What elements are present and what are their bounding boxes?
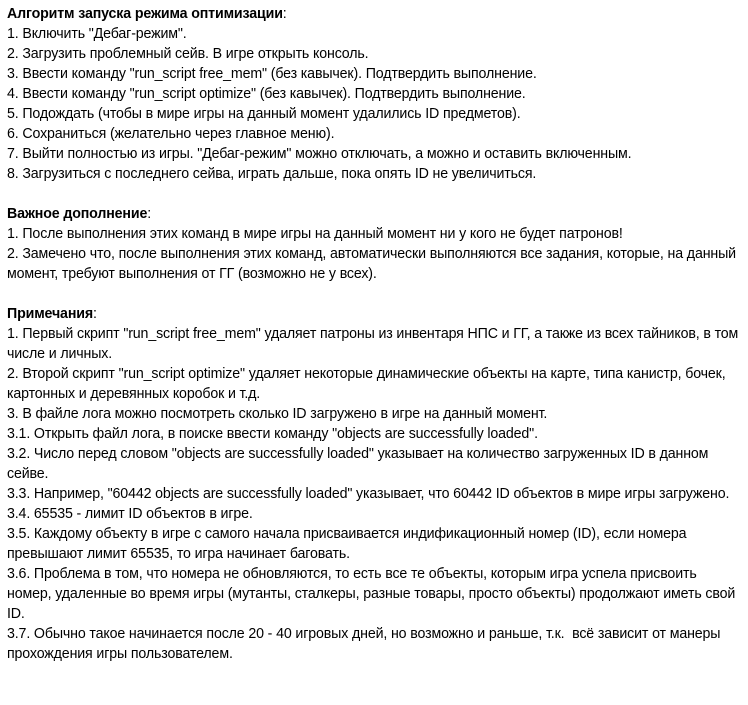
notes-item-1: 1. Первый скрипт "run_script free_mem" удаляет патроны из инвентаря НПС и ГГ, а также из всех тайников, в том числе и личных. (7, 325, 742, 362)
section-heading-algorithm-text: Алгоритм запуска режима оптимизации (7, 5, 283, 22)
algorithm-step-6: 6. Сохраниться (желательно через главное меню). (7, 125, 335, 142)
section-algorithm (7, 4, 742, 184)
section-heading-algorithm (7, 4, 742, 24)
notes-item-3-5: 3.5. Каждому объекту в игре с самого начала присваивается индификационный номер (ID), если номера превышают лимит 65535, то игра начинает баговать. (7, 525, 691, 562)
section-heading-important-addition-text: Важное дополнение (7, 205, 148, 222)
important-addition-item-1: 1. После выполнения этих команд в мире игры на данный момент ни у кого не будет патронов! (7, 225, 623, 242)
algorithm-step-7: 7. Выйти полностью из игры. "Дебаг-режим" можно отключать, а можно и оставить включенным. (7, 145, 632, 162)
section-important-addition (7, 204, 742, 284)
notes-item-3-7: 3.7. Обычно такое начинается после 20 - 40 игровых дней, но возможно и раньше, т.к. всё зависит от манеры прохождения игры пользователем. (7, 625, 725, 662)
algorithm-step-4: 4. Ввести команду "run_script optimize" (без кавычек). Подтвердить выполнение. (7, 85, 526, 102)
notes-item-3-2: 3.2. Число перед словом "objects are successfully loaded" указывает на количество загруженных ID в данном сейве. (7, 445, 713, 482)
section-heading-notes-punct: : (92, 305, 97, 322)
algorithm-step-2: 2. Загрузить проблемный сейв. В игре открыть консоль. (7, 45, 369, 62)
section-heading-important-addition (7, 204, 742, 224)
algorithm-step-3: 3. Ввести команду "run_script free_mem" (без кавычек). Подтвердить выполнение. (7, 65, 537, 82)
algorithm-step-8: 8. Загрузиться с последнего сейва, играть дальше, пока опять ID не увеличиться. (7, 165, 537, 182)
notes-item-3-4: 3.4. 65535 - лимит ID объектов в игре. (7, 505, 253, 522)
section-spacer-1 (7, 184, 742, 204)
notes-item-3-1: 3.1. Открыть файл лога, в поиске ввести команду "objects are successfully loaded". (7, 425, 538, 442)
algorithm-step-1: 1. Включить "Дебаг-режим". (7, 25, 187, 42)
important-addition-item-2: 2. Замечено что, после выполнения этих команд, автоматически выполняются все задания, которые, на данный момент, требуют выполнения от ГГ (возможно не у всех). (7, 245, 740, 282)
section-spacer-2 (7, 284, 742, 304)
section-heading-algorithm-punct: : (282, 5, 287, 22)
notes-item-3-6: 3.6. Проблема в том, что номера не обновляются, то есть все те объекты, которым игра успела присвоить номер, удаленные во время игры (мутанты, сталкеры, разные товары, просто объекты) продолжают иметь свой ID. (7, 565, 739, 622)
notes-item-3-3: 3.3. Например, "60442 objects are successfully loaded" указывает, что 60442 ID объектов в мире игры загружено. (7, 485, 730, 502)
notes-item-3: 3. В файле лога можно посмотреть сколько ID загружено в игре на данный момент. (7, 405, 548, 422)
notes-item-2: 2. Второй скрипт "run_script optimize" удаляет некоторые динамические объекты на карте, типа канистр, бочек, картонных и деревянных коробок и т.д. (7, 365, 730, 402)
section-heading-notes (7, 304, 742, 324)
section-notes (7, 304, 742, 664)
section-heading-important-addition-punct: : (147, 205, 152, 222)
section-heading-notes-text: Примечания (7, 305, 93, 322)
algorithm-step-5: 5. Подождать (чтобы в мире игры на данный момент удалились ID предметов). (7, 105, 521, 122)
